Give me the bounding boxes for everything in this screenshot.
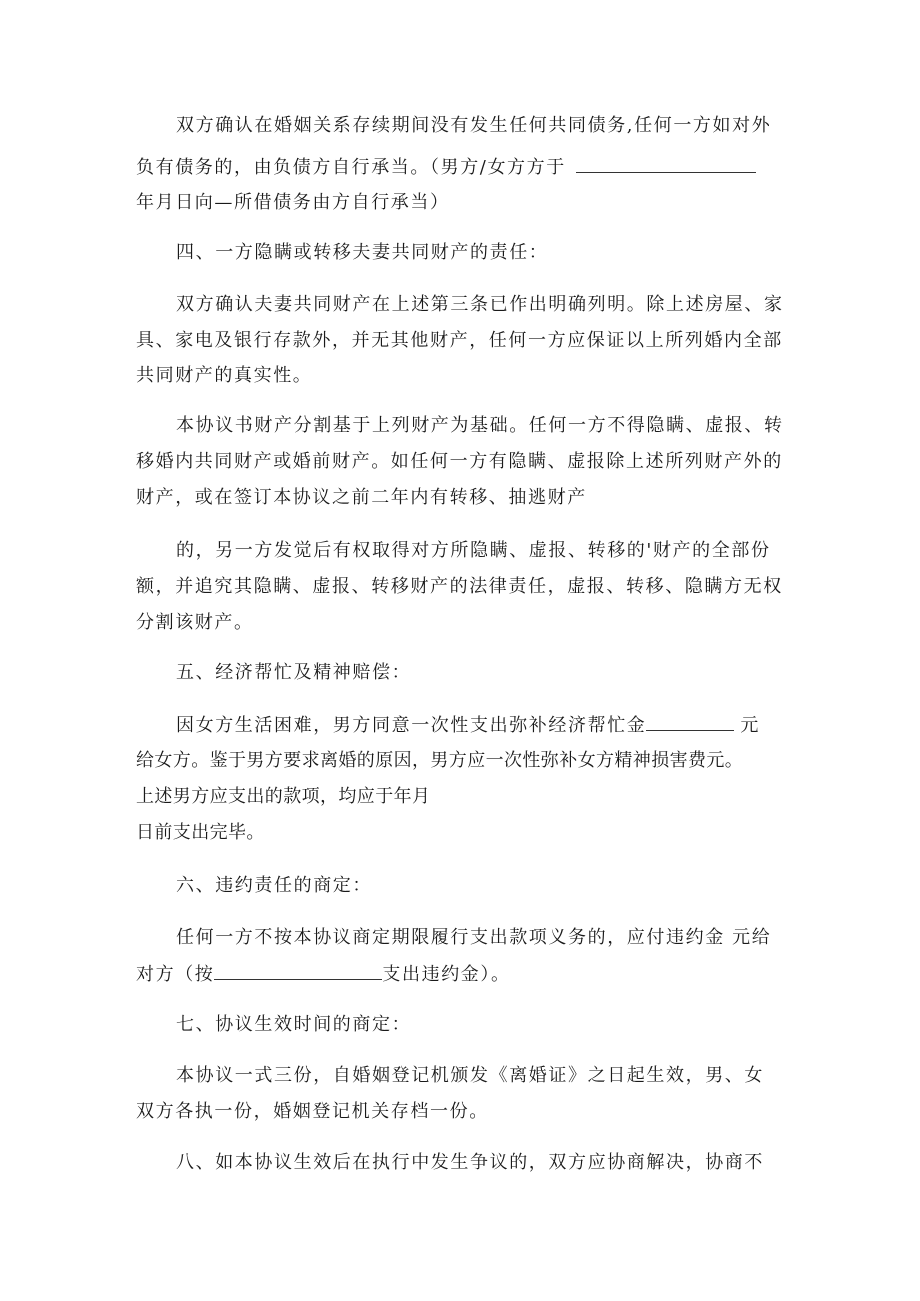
section-heading: 五、经济帮忙及精神赔偿：: [176, 662, 412, 683]
paragraph-line: 上述男方应支出的款项，均应于年月: [136, 786, 431, 807]
paragraph-line: 日前支出完毕。: [136, 822, 265, 843]
paragraph-line: [136, 961, 511, 988]
paragraph-line: 任何一方不按本协议商定期限履行支出款项义务的，应付违约金 元给: [176, 927, 772, 948]
paragraph-line: [136, 154, 756, 181]
paragraph-text: 支出违约金）。: [382, 964, 511, 985]
paragraph-line: 分割该财产。: [136, 612, 254, 633]
paragraph-line: 本协议一式三份，自婚姻登记机颁发《离婚证》之日起生效，男、女: [176, 1065, 764, 1086]
paragraph-line: 的，另一方发觉后有权取得对方所隐瞒、虚报、转移的'财产的全部份: [176, 540, 771, 561]
paragraph-line: 额，并追究其隐瞒、虚报、转移财产的法律责任，虚报、转移、隐瞒方无权: [136, 576, 783, 597]
paragraph-line: 财产，或在签订本协议之前二年内有转移、抽逃财产: [136, 487, 587, 508]
paragraph-line: 八、如本协议生效后在执行中发生争议的，双方应协商解决，协商不: [176, 1152, 764, 1173]
section-heading: 六、违约责任的商定：: [176, 875, 372, 896]
paragraph-text: 负有债务的，由负债方自行承当。（男方/女方方于: [136, 157, 566, 178]
paragraph-text: 元: [740, 715, 761, 736]
paragraph-line: 具、家电及银行存款外，并无其他财产，任何一方应保证以上所列婚内全部: [136, 330, 783, 351]
paragraph-line: 移婚内共同财产或婚前财产。如任何一方有隐瞒、虚报除上述所列财产外的: [136, 451, 783, 472]
paragraph-line: 双方确认夫妻共同财产在上述第三条已作出明确列明。除上述房屋、家: [176, 294, 784, 315]
paragraph-line: 年月日向—所借债务由方自行承当）: [136, 192, 450, 213]
paragraph-line: 双方各执一份，婚姻登记机关存档一份。: [136, 1101, 489, 1122]
paragraph-line: 给女方。鉴于男方要求离婚的原因，男方应一次性弥补女方精神损害费元。: [136, 750, 744, 771]
paragraph-text: 因女方生活困难，男方同意一次性支出弥补经济帮忙金: [176, 715, 647, 736]
paragraph-line: [176, 712, 760, 739]
blank-underline: [214, 961, 382, 980]
paragraph-text: 对方（按: [136, 964, 215, 985]
blank-underline: [576, 154, 756, 173]
paragraph-line: 共同财产的真实性。: [136, 365, 313, 386]
paragraph-line: 本协议书财产分割基于上列财产为基础。任何一方不得隐瞒、虚报、转: [176, 415, 784, 436]
blank-underline: [646, 712, 734, 731]
section-heading: 七、协议生效时间的商定：: [176, 1014, 412, 1035]
paragraph-line: 双方确认在婚姻关系存续期间没有发生任何共同债务,任何一方如对外: [176, 115, 772, 136]
section-heading: 四、一方隐瞒或转移夫妻共同财产的责任：: [176, 242, 549, 263]
